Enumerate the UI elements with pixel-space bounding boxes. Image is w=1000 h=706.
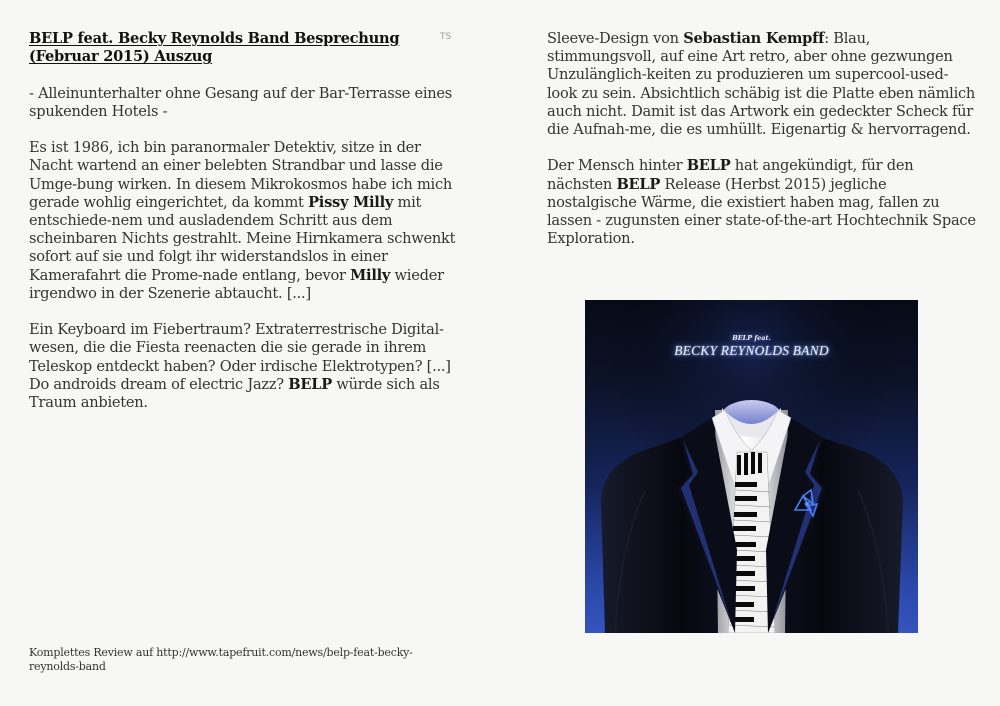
bold-name-sebastian-kempff: Sebastian Kempff	[683, 30, 825, 47]
bold-name-belp: BELP	[288, 375, 332, 393]
cover-artist: BELP feat.	[732, 334, 771, 342]
text-span: hat angekündigt, für den nächsten	[547, 157, 914, 193]
cover-band-name: BECKY REYNOLDS BAND	[674, 343, 829, 358]
bold-name-belp: BELP	[616, 175, 661, 193]
left-column	[29, 30, 459, 430]
text-span: Release (Herbst 2015) jegliche nostalgische Wärme, die existiert haben mag, fallen zu lassen - zugunsten einer state-of-the-art Hochtechnik Space Exploration.	[547, 175, 976, 248]
article-title: BELP feat. Becky Reynolds Band Besprechung (Februar 2015) Auszug	[29, 30, 400, 66]
text-span: : Blau, stimmungsvoll, auf eine Art retro, aber ohne gezwungen Unzulänglich-keiten zu produzieren um supercool-used-look zu sein. Absichtlich schäbig ist die Platte eben nämlich auch nicht. Damit ist das Artwork ein gedeckter Scheck für die Aufnah-me, die es umhüllt. Eigenartig & hervorragend.	[547, 30, 976, 139]
text-span: würde sich als Traum anbieten.	[29, 375, 440, 412]
author-initials: TS	[440, 32, 452, 42]
text-span: mit entschiede-nem und ausladendem Schritt aus dem scheinbaren Nichts gestrahlt. Meine Hirnkamera schwenkt sofort auf sie und folgt ihr widerstandslos in einer Kamerafahrt die Prome-nade entlang, bevor	[29, 193, 456, 284]
bold-name-pissy-milly: Pissy Milly	[308, 193, 394, 211]
footer-review-link: Komplettes Review auf http://www.tapefruit.com/news/belp-feat-becky-reynolds-band	[29, 646, 413, 673]
paragraph-3	[547, 30, 977, 139]
paragraph-4	[547, 157, 977, 248]
text-span: Ein Keyboard im Fiebertraum? Extraterrestrische Digital-wesen, die die Fiesta reenacten die sie gerade in ihrem Teleskop entdeckt haben? Oder irdische Elektrotypen? [...] Do androids dream of electric Jazz?	[29, 321, 451, 393]
text-span: Der Mensch hinter	[547, 157, 687, 175]
right-column	[547, 30, 977, 267]
paragraph-1	[29, 139, 459, 303]
text-span: Sleeve-Design von	[547, 30, 684, 47]
paragraph-2	[29, 321, 459, 412]
article-subtitle: - Alleinunterhalter ohne Gesang auf der Bar-Terrasse eines spukenden Hotels -	[29, 84, 453, 120]
bold-name-belp: BELP	[686, 157, 731, 175]
bold-name-milly: Milly	[350, 266, 391, 284]
text-span: Es ist 1986, ich bin paranormaler Detektiv, sitze in der Nacht wartend an einer belebten Strandbar und lasse die Umge-bung wirken. In diesem Mikrokosmos habe ich mich gerade wohlig eingerichtet, da kommt	[29, 139, 453, 211]
text-span: wieder irgendwo in der Szenerie abtaucht. [...]	[29, 266, 444, 302]
album-cover	[585, 300, 918, 633]
